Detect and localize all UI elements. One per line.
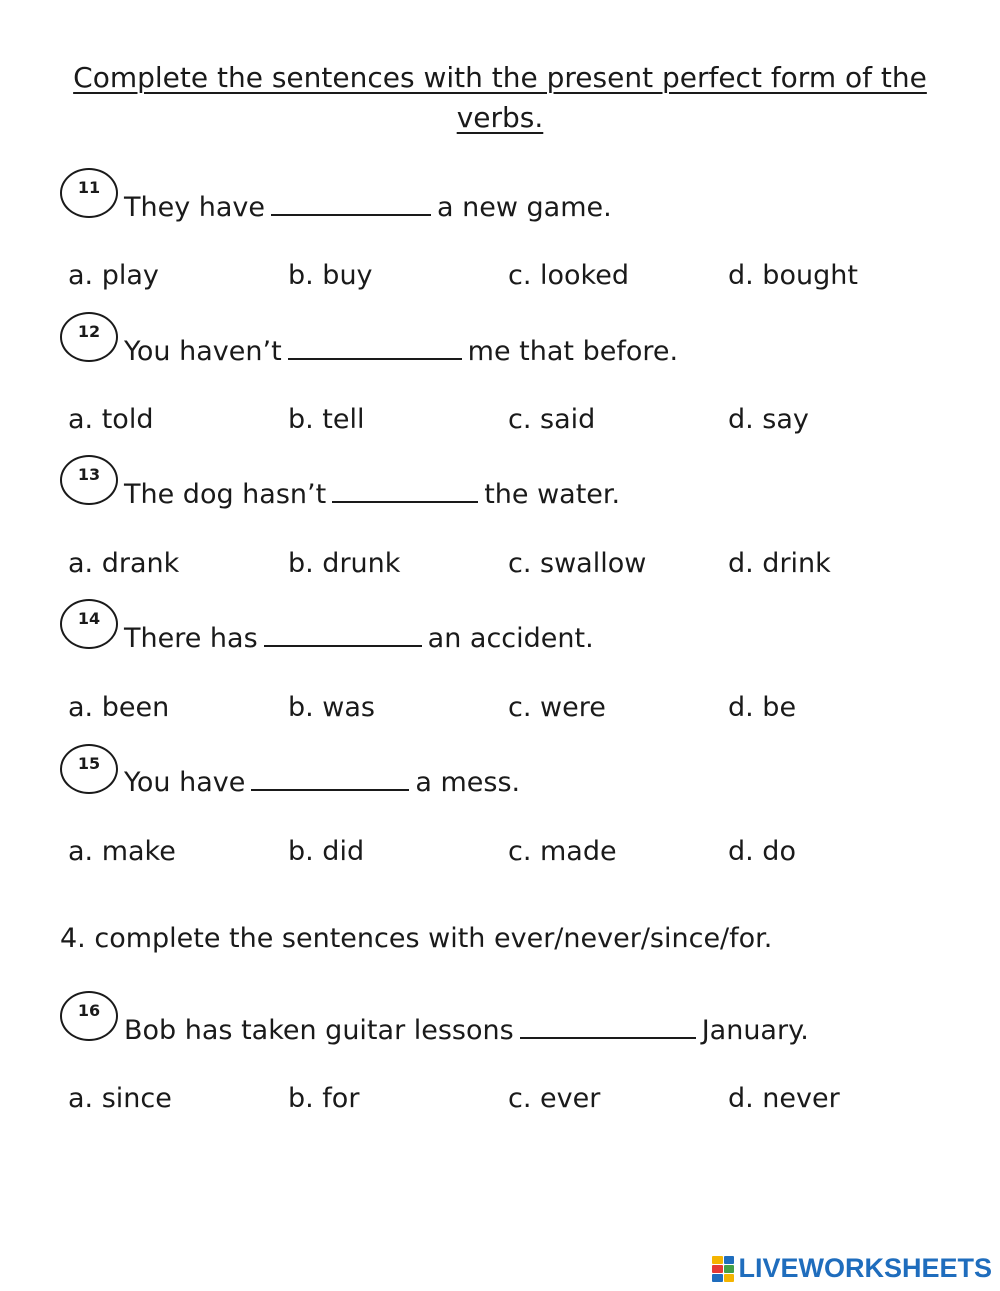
answer-blank[interactable] (271, 188, 431, 216)
question-sentence (124, 619, 594, 656)
option-a[interactable]: a. since (68, 1083, 172, 1114)
option-b[interactable]: b. for (288, 1083, 360, 1114)
option-a[interactable]: a. been (68, 692, 170, 723)
option-b[interactable]: b. drunk (288, 548, 401, 579)
question-sentence (124, 763, 520, 800)
sentence-end: the water. (484, 479, 621, 510)
option-d[interactable]: d. drink (728, 548, 831, 579)
option-b[interactable]: b. buy (288, 260, 373, 291)
sentence-end: January. (701, 1015, 809, 1046)
answer-blank[interactable] (264, 619, 422, 647)
liveworksheets-logo-icon (712, 1256, 734, 1282)
option-a[interactable]: a. play (68, 260, 159, 291)
option-d[interactable]: d. never (728, 1083, 840, 1114)
option-c[interactable]: c. ever (508, 1083, 601, 1114)
option-a[interactable]: a. make (68, 836, 176, 867)
answer-blank[interactable] (520, 1011, 696, 1039)
option-c[interactable]: c. made (508, 836, 617, 867)
option-c[interactable]: c. swallow (508, 548, 647, 579)
option-a[interactable]: a. drank (68, 548, 180, 579)
option-c[interactable]: c. said (508, 404, 596, 435)
question-sentence (124, 188, 612, 225)
question-number-badge: 11 (60, 168, 118, 218)
sentence-start: They have (124, 192, 266, 223)
page-title (40, 58, 960, 138)
option-a[interactable]: a. told (68, 404, 154, 435)
answer-blank[interactable] (288, 332, 462, 360)
sentence-end: an accident. (427, 623, 594, 654)
question-number-badge: 16 (60, 991, 118, 1041)
title-line-1: Complete the sentences with the present perfect form of the (73, 61, 927, 94)
sentence-start: Bob has taken guitar lessons (124, 1015, 514, 1046)
question-number-badge: 15 (60, 744, 118, 794)
sentence-end: a mess. (415, 767, 521, 798)
option-c[interactable]: c. were (508, 692, 606, 723)
brand-name: LIVEWORKSHEETS (738, 1253, 992, 1283)
sentence-start: You haven’t (124, 336, 282, 367)
option-d[interactable]: d. do (728, 836, 796, 867)
question-number-badge: 13 (60, 455, 118, 505)
option-b[interactable]: b. was (288, 692, 375, 723)
sentence-end: a new game. (437, 192, 612, 223)
question-sentence (124, 1011, 809, 1048)
sentence-start: You have (124, 767, 246, 798)
option-b[interactable]: b. tell (288, 404, 365, 435)
liveworksheets-brand[interactable] (712, 1253, 992, 1284)
option-d[interactable]: d. say (728, 404, 809, 435)
sentence-end: me that before. (467, 336, 679, 367)
question-number-badge: 12 (60, 312, 118, 362)
option-b[interactable]: b. did (288, 836, 365, 867)
option-d[interactable]: d. be (728, 692, 797, 723)
title-line-2: verbs. (456, 101, 544, 134)
option-d[interactable]: d. bought (728, 260, 858, 291)
section-heading: 4. complete the sentences with ever/never/since/for. (60, 923, 773, 954)
question-sentence (124, 332, 678, 369)
sentence-start: The dog hasn’t (124, 479, 327, 510)
answer-blank[interactable] (251, 763, 409, 791)
answer-blank[interactable] (332, 475, 478, 503)
question-number-badge: 14 (60, 599, 118, 649)
option-c[interactable]: c. looked (508, 260, 629, 291)
sentence-start: There has (124, 623, 258, 654)
question-sentence (124, 475, 620, 512)
